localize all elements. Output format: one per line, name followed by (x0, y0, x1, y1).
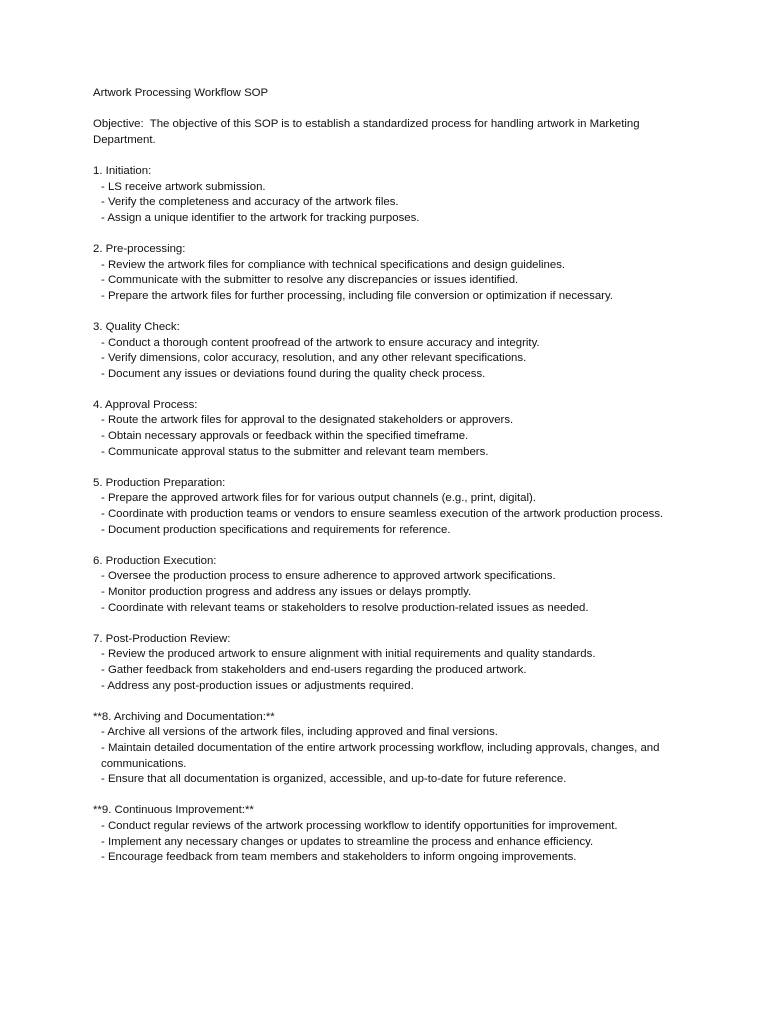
section-continuous-improvement (93, 803, 678, 865)
list-item: - Prepare the approved artwork files for for various output channels (e.g., print, digital). (101, 492, 536, 505)
section-heading: 1. Initiation: (93, 164, 152, 177)
list-item: - Coordinate with relevant teams or stakeholders to resolve production-related issues as needed. (101, 601, 589, 614)
list-item: - Document any issues or deviations found during the quality check process. (101, 367, 486, 380)
list-item: - Prepare the artwork files for further processing, including file conversion or optimization if necessary. (101, 289, 613, 302)
section-archiving-documentation (93, 710, 678, 788)
objective-paragraph: Objective: The objective of this SOP is to establish a standardized process for handling artwork in Marketing Department. (93, 118, 643, 146)
list-item: - Maintain detailed documentation of the entire artwork processing workflow, including approvals, changes, and communications. (101, 741, 663, 770)
list-item: - Document production specifications and requirements for reference. (101, 523, 451, 536)
list-item: - Gather feedback from stakeholders and end-users regarding the produced artwork. (101, 663, 527, 676)
list-item: - Encourage feedback from team members and stakeholders to inform ongoing improvements. (101, 851, 577, 864)
list-item: - Assign a unique identifier to the artwork for tracking purposes. (101, 211, 420, 224)
list-item: - Verify dimensions, color accuracy, resolution, and any other relevant specifications. (101, 352, 527, 365)
list-item: - Coordinate with production teams or vendors to ensure seamless execution of the artwork production process. (101, 508, 664, 521)
list-item: - Ensure that all documentation is organized, accessible, and up-to-date for future reference. (101, 773, 567, 786)
list-item: - LS receive artwork submission. (101, 180, 266, 193)
section-production-preparation (93, 476, 678, 538)
section-heading: **8. Archiving and Documentation:** (93, 710, 275, 723)
list-item: - Oversee the production process to ensure adherence to approved artwork specifications. (101, 570, 556, 583)
list-item: - Verify the completeness and accuracy of the artwork files. (101, 196, 399, 209)
list-item: - Communicate approval status to the submitter and relevant team members. (101, 445, 489, 458)
list-item: - Route the artwork files for approval to the designated stakeholders or approvers. (101, 414, 514, 427)
list-item: - Communicate with the submitter to resolve any discrepancies or issues identified. (101, 274, 519, 287)
section-post-production-review (93, 632, 678, 694)
list-item: - Address any post-production issues or adjustments required. (101, 679, 414, 692)
section-initiation (93, 164, 678, 226)
section-heading: 3. Quality Check: (93, 320, 180, 333)
section-quality-check (93, 320, 678, 382)
section-heading: 5. Production Preparation: (93, 476, 226, 489)
section-heading: 7. Post-Production Review: (93, 632, 231, 645)
list-item: - Monitor production progress and address any issues or delays promptly. (101, 586, 472, 598)
list-item: - Conduct regular reviews of the artwork processing workflow to identify opportunities for improvement. (101, 819, 618, 832)
list-item: - Conduct a thorough content proofread of the artwork to ensure accuracy and integrity. (101, 336, 540, 349)
section-heading: 6. Production Execution: (93, 554, 217, 567)
section-heading: **9. Continuous Improvement:** (93, 804, 254, 817)
list-item: - Review the produced artwork to ensure alignment with initial requirements and quality standards. (101, 648, 596, 661)
list-item: - Obtain necessary approvals or feedback within the specified timeframe. (101, 430, 469, 443)
section-production-execution (93, 554, 678, 616)
section-heading: 4. Approval Process: (93, 398, 198, 411)
document-page (93, 86, 678, 881)
list-item: - Archive all versions of the artwork files, including approved and final versions. (101, 726, 498, 739)
section-approval-process (93, 398, 678, 460)
section-heading: 2. Pre-processing: (93, 242, 186, 255)
section-pre-processing (93, 242, 678, 304)
list-item: - Review the artwork files for compliance with technical specifications and design guidelines. (101, 258, 566, 271)
document-title: Artwork Processing Workflow SOP (93, 87, 269, 99)
list-item: - Implement any necessary changes or updates to streamline the process and enhance efficiency. (101, 835, 594, 848)
